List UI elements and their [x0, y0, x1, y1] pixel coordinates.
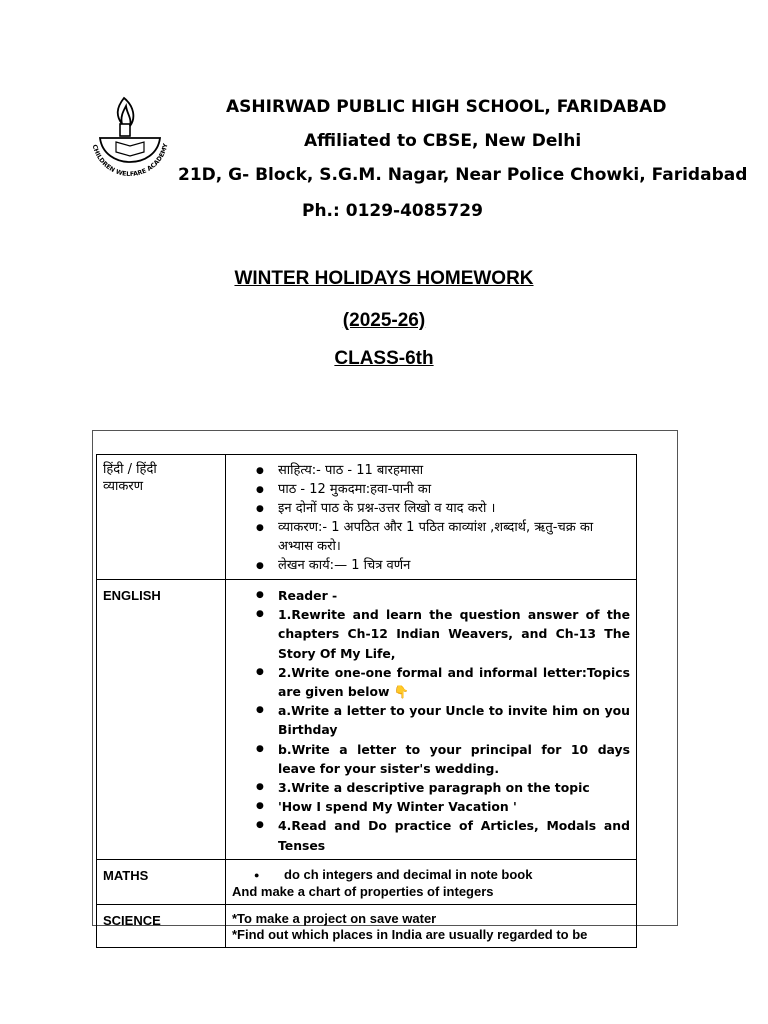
- logo-caption: CHILDREN WELFARE ACADEMY: [90, 142, 170, 179]
- list-item: ● Reader -: [256, 586, 630, 605]
- table-row-hindi: [97, 455, 637, 580]
- school-address: 21D, G- Block, S.G.M. Nagar, Near Police Chowki, Faridabad: [178, 165, 748, 185]
- subject-name-science: SCIENCE: [97, 904, 226, 947]
- school-phone: Ph.: 0129-4085729: [302, 201, 483, 221]
- session-year: (2025-26): [342, 310, 426, 331]
- school-logo: [86, 94, 176, 186]
- school-affiliation: Affiliated to CBSE, New Delhi: [304, 131, 582, 151]
- science-tasks: [226, 904, 637, 947]
- homework-table: [96, 454, 637, 948]
- hindi-tasks: [226, 455, 637, 580]
- list-item: ● 3.Write a descriptive paragraph on the topic: [256, 778, 630, 797]
- subject-name-hindi-grammar: व्याकरण: [103, 479, 144, 494]
- list-item: ● b.Write a letter to your principal for 10 days leave for your sister's wedding.: [256, 740, 630, 778]
- science-task-2: *Find out which places in India are usually regarded to be: [232, 926, 588, 942]
- subject-name-maths: MATHS: [97, 859, 226, 904]
- subject-name-english: ENGLISH: [97, 580, 226, 860]
- list-item: ● व्याकरण:- 1 अपठित और 1 पठित काव्यांश ,शब्दार्थ, ऋतु-चक्र का अभ्यास करो।: [256, 518, 630, 556]
- bullet-icon: ●: [254, 869, 260, 880]
- subject-name-hindi: हिंदी / हिंदी: [103, 462, 157, 477]
- school-name: ASHIRWAD PUBLIC HIGH SCHOOL, FARIDABAD: [226, 97, 667, 117]
- table-row-maths: [97, 859, 637, 904]
- lamp-emblem-icon: [86, 94, 176, 186]
- maths-task-2: And make a chart of properties of integers: [232, 883, 494, 899]
- homework-title: WINTER HOLIDAYS HOMEWORK: [234, 268, 534, 289]
- subject-cell-hindi: [97, 455, 226, 580]
- list-item: ● 2.Write one-one formal and informal letter:Topics are given below 👇: [256, 663, 630, 701]
- table-row-english: [97, 580, 637, 860]
- list-item: ● लेखन कार्य:— 1 चित्र वर्णन: [256, 556, 630, 575]
- table-row-science: [97, 904, 637, 947]
- list-item: ● 1.Rewrite and learn the question answer of the chapters Ch-12 Indian Weavers, and Ch-13 The Story Of My Life,: [256, 605, 630, 663]
- list-item: ● 'How I spend My Winter Vacation ': [256, 797, 630, 816]
- maths-task-1: do ch integers and decimal in note book: [284, 866, 533, 882]
- class-label: CLASS-6th: [334, 348, 434, 369]
- maths-tasks: [226, 859, 637, 904]
- list-item: ● साहित्य:- पाठ - 11 बारहमासा: [256, 461, 630, 480]
- list-item: ● a.Write a letter to your Uncle to invite him on you Birthday: [256, 701, 630, 739]
- list-item: ● 4.Read and Do practice of Articles, Modals and Tenses: [256, 816, 630, 854]
- list-item: ● इन दोनों पाठ के प्रश्न-उत्तर लिखो व याद करो ।: [256, 499, 630, 518]
- english-tasks: [226, 580, 637, 860]
- science-task-1: *To make a project on save water: [232, 910, 437, 926]
- list-item: ● पाठ - 12 मुकदमा:हवा-पानी का: [256, 480, 630, 499]
